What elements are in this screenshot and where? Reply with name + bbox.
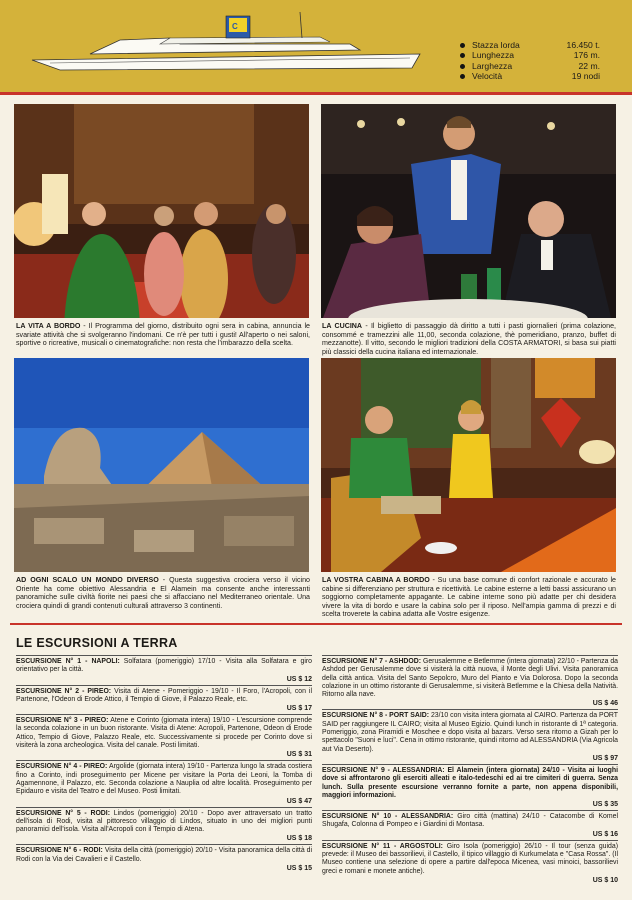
section-title: LA CUCINA bbox=[322, 322, 363, 330]
lounge-photo bbox=[14, 104, 309, 318]
spec-value: 19 nodi bbox=[571, 71, 600, 82]
excursion-head: ESCURSIONE N° 3 - PIREO: bbox=[16, 717, 109, 725]
excursion-price: US $ 47 bbox=[286, 797, 312, 805]
excursion-text: Solfatara (pomeriggio) 17/10 - Visita alla Solfatara e giro orientativo per la città. bbox=[16, 658, 312, 674]
excursion-price: US $ 35 bbox=[592, 801, 618, 809]
excursions-column-right bbox=[322, 655, 618, 886]
excursion-price: US $ 31 bbox=[286, 751, 312, 759]
spec-label: Stazza lorda bbox=[472, 40, 520, 50]
excursions-column-left bbox=[16, 655, 312, 874]
excursion-text: Argolide (giornata intera) 19/10 - Partenza lungo la strada costiera fino a Corinto, indi proseguimento per Micene per visitare la Porta dei Leoni, la Tomba di Agamennone, il Palazzo, etc. Seconda colazione a Nauplia od altre località. Proseguimento per Epidauro e visita del Teatro e del Museo. Posti limitati. bbox=[16, 763, 312, 796]
ship-illustration bbox=[30, 8, 430, 80]
excursion-head: ESCURSIONE N° 2 - PIREO: bbox=[16, 687, 112, 695]
header-divider bbox=[0, 92, 632, 95]
excursion-head: ESCURSIONE N° 9 - ALESSANDRIA: El Alamein (intera giornata) 24/10 - Visita ai luoghi dove si affrontarono gli eserciti alleati e italo-tedeschi ed ai tre cimiteri di guerra. Senza lunch. Sulla presente escursione verranno fornite a parte, non appena disponibili, maggiori informazioni. bbox=[322, 766, 618, 799]
excursion-head: ESCURSIONE N° 8 - PORT SAID: bbox=[322, 712, 430, 720]
cabin-photo bbox=[321, 358, 616, 572]
excursion-price: US $ 18 bbox=[286, 835, 312, 843]
bullet-icon bbox=[460, 53, 465, 58]
excursion-price: US $ 17 bbox=[286, 705, 312, 713]
excursion-text: Giro città (mattina) 24/10 - Catacombe di Komel Shugafa, Colonna di Pompeo e i Giardini di Montasa. bbox=[322, 813, 618, 829]
dining-photo bbox=[321, 104, 616, 318]
spec-label: Larghezza bbox=[472, 60, 513, 71]
spec-row bbox=[460, 71, 600, 81]
excursion-head: ESCURSIONE N° 6 - RODI: bbox=[16, 847, 103, 855]
section-text: - Il biglietto di passaggio dà diritto a tutti i pasti giornalieri (prima colazione, consommé e tramezzini alle 11,00, seconda colazione, thè pomeridiano, pranzo, buffet di mezzanotte). Il vitto, secondo le migliori tradizioni della COSTA ARMATORI, si basa sui piatti più classici della cucina italiana ed internazionale. bbox=[322, 322, 616, 356]
excursion-price: US $ 15 bbox=[286, 865, 312, 873]
spec-label: Velocità bbox=[472, 71, 503, 82]
ship-specs bbox=[460, 40, 600, 82]
excursion-text: Lindos (pomeriggio) 20/10 - Dopo aver attraversato un tratto dell'isola di Rodi, visita al pittoresco villaggio di Lindos, situato in uno dei migliori punti panoramici dell'isola. Visita all'Acropoli con il Tempio di Atena. bbox=[16, 809, 312, 834]
excursion-head: ESCURSIONE N° 1 - NAPOLI: bbox=[16, 658, 120, 665]
bullet-icon bbox=[460, 74, 465, 79]
excursion-item bbox=[16, 655, 312, 685]
header-band bbox=[0, 0, 632, 92]
excursion-price: US $ 12 bbox=[286, 675, 312, 683]
spec-row bbox=[460, 40, 600, 50]
excursion-item bbox=[16, 807, 312, 845]
section-title: AD OGNI SCALO UN MONDO DIVERSO bbox=[16, 576, 159, 584]
excursion-item bbox=[16, 685, 312, 715]
excursion-text: Gerusalemme e Betlemme (intera giornata) 22/10 - Partenza da Ashdod per Gerusalemme dove si visiterà la città nuova, il Monte degli Ulivi. Visita panoramica della città antica. Visita del Santo Sepolcro, Muro del Pianto e Via Dolorosa. Dopo la seconda colazione in un ottimo ristorante di Gerusalemme, si visiterà Betlemme e la Chiesa della Natività. Ritorno alla nave. bbox=[322, 658, 618, 699]
section-caption bbox=[322, 576, 616, 619]
spec-value: 22 m. bbox=[578, 60, 600, 71]
section-text: - Il Programma del giorno, distribuito ogni sera in cabina, annuncia le svariate attività che si svolgeranno l'indomani. Ce n'è per tutti i gusti! All'aperto o nei saloni, sportive o ricreative, musicali o cinematografiche: non resta che l'imbarazzo della scelta. bbox=[16, 322, 310, 348]
excursion-text: 23/10 con visita intera giornata al CAIRO. Partenza da PORT SAID per raggiungere IL CAIRO; visita al Museo Egizio. Quindi lunch in ristorante di 1ª categoria. Pomeriggio, zona Piramidi e Moschee e dopo visita al bazars. Verso sera ritorno a Gizah per lo spettacolo "Suoni e luci". Cena in ottimo ristorante, quindi ritorno ad ALESSANDRIA (Via Agricola aut Via Deserto). bbox=[322, 712, 618, 753]
excursion-head: ESCURSIONE N° 7 - ASHDOD: bbox=[322, 658, 422, 665]
excursion-item bbox=[322, 810, 618, 840]
bullet-icon bbox=[460, 64, 465, 69]
excursion-item bbox=[16, 844, 312, 874]
excursion-head: ESCURSIONE N° 5 - RODI: bbox=[16, 809, 110, 817]
section-caption bbox=[16, 322, 310, 348]
excursion-price: US $ 10 bbox=[592, 876, 618, 884]
section-title: LA VITA A BORDO bbox=[16, 322, 81, 330]
excursion-item bbox=[16, 714, 312, 760]
section-text: - Questa suggestiva crociera verso il vicino Oriente ha come obiettivo Alessandria e El Alamein ma consente anche interessanti panoramiche sulle civiltà fiorite nei paesi che si affacciano nel Mediterraneo orientale. Una crociera quindi di grandi contenuti culturali attraverso 3 continenti. bbox=[16, 576, 310, 610]
excursion-text: Giro Isola (pomeriggio) 26/10 - Il tour (senza guida) prevede: il Museo dei bassorilievi, il Castello, il tipico villaggio di Kurkumelata e "Casa Rossa". (Il Museo contiene una selezione di opere a partire dall'epoca Micenea, vasi minoici, bassorilievi greci e romani e monete antiche). bbox=[322, 842, 618, 875]
excursion-head: ESCURSIONE N° 4 - PIREO: bbox=[16, 763, 108, 771]
excursion-text: Visita di Atene - Pomeriggio - 19/10 - Il Foro, l'Acropoli, con il Partenone, l'Odeon di Erode Attico, il Tempio di Giove, il Palazzo Reale, etc. bbox=[16, 687, 312, 703]
excursion-text: Visita della città (pomeriggio) 20/10 - Visita panoramica della città di Rodi con la Via dei Cavalieri e il Castello. bbox=[16, 847, 312, 863]
excursions-divider bbox=[10, 623, 622, 625]
excursion-price: US $ 16 bbox=[592, 830, 618, 838]
pyramid-photo bbox=[14, 358, 309, 572]
excursion-item bbox=[322, 655, 618, 709]
excursion-item bbox=[322, 840, 618, 886]
excursion-price: US $ 97 bbox=[592, 754, 618, 762]
excursion-text: Atene e Corinto (giornata intera) 19/10 - L'escursione comprende la seconda colazione in un buon ristorante. Visita di Atene: Acropoli, Partenone, Odeon di Erode Attico, Tempio di Giove, Palazzo Reale, etc. Successivamente si procede per Corinto dove si visiterà la zona archeologica. Visita del canale. Posti limitati. bbox=[16, 717, 312, 750]
excursion-item bbox=[16, 760, 312, 806]
section-caption bbox=[322, 322, 616, 356]
spec-row bbox=[460, 50, 600, 60]
section-text: - Su una base comune di confort razionale e accurato le cabine si differenziano per struttura e ricettività. Le cabine esterne a letti bassi assicurano un soggiorno completamente appagante. Le cabine interne sono più adatte per chi desidera vivere la vita di bordo e usare la cabina solo per il riposo. Nell'ampia gamma di prezzi e di scelta troverete la cabina adatta alle Vostre esigenze. bbox=[322, 576, 616, 619]
section-caption bbox=[16, 576, 310, 610]
spec-value: 16.450 t. bbox=[566, 40, 600, 50]
excursion-head: ESCURSIONE N° 10 - ALESSANDRIA: bbox=[322, 813, 454, 821]
excursion-head: ESCURSIONE N° 11 - ARGOSTOLI: bbox=[322, 842, 443, 850]
svg-text:C: C bbox=[232, 22, 238, 31]
section-title: LA VOSTRA CABINA A BORDO bbox=[322, 576, 430, 584]
excursions-title: LE ESCURSIONI A TERRA bbox=[16, 636, 178, 650]
excursion-price: US $ 46 bbox=[592, 700, 618, 708]
spec-label: Lunghezza bbox=[472, 50, 515, 61]
spec-row bbox=[460, 61, 600, 71]
excursion-item bbox=[322, 709, 618, 763]
excursion-item bbox=[322, 764, 618, 810]
bullet-icon bbox=[460, 43, 465, 48]
spec-value: 176 m. bbox=[573, 50, 600, 61]
